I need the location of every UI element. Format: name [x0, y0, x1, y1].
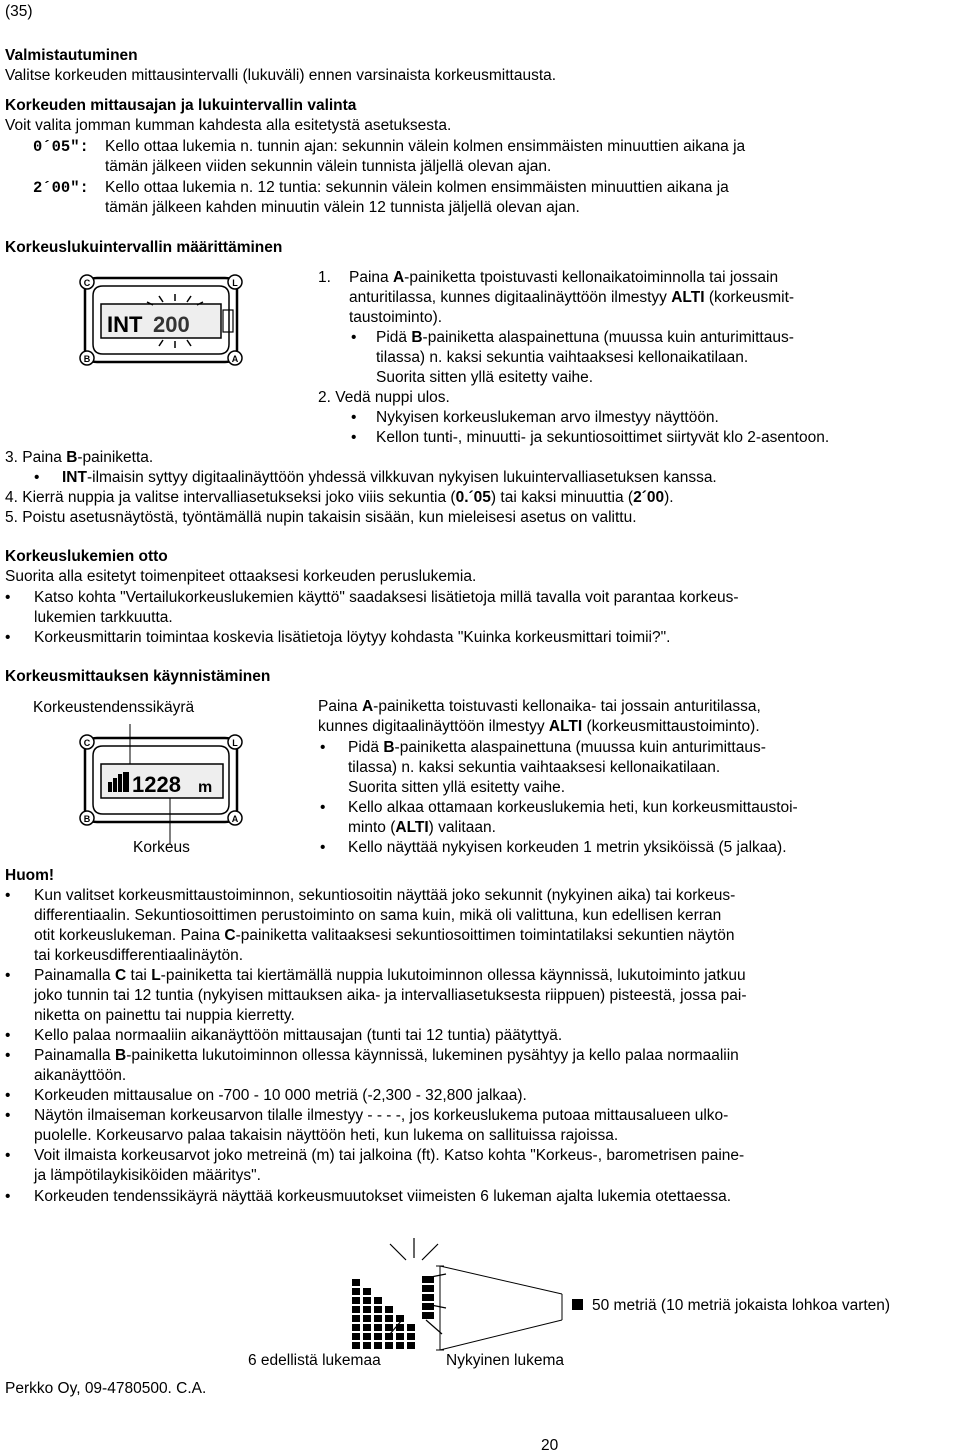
note-text: Painamalla C tai L-painiketta tai kiertämällä nuppia lukutoiminnon ollessa käynnissä, lukutoiminto jatkuu: [34, 967, 746, 984]
trend-bar-block: [396, 1315, 404, 1322]
current-reading-block: [422, 1312, 434, 1319]
trend-bar-block: [407, 1333, 415, 1340]
step-2: 2. Vedä nuppi ulos.: [318, 389, 450, 406]
note-text: Painamalla B-painiketta lukutoiminnon ollessa käynnissä, lukeminen pysähtyy ja kello palaa normaaliin: [34, 1047, 739, 1064]
trend-bar-block: [363, 1306, 371, 1313]
trend-bar-block: [385, 1342, 393, 1349]
graph-label-current: Nykyinen lukema: [446, 1352, 565, 1369]
svg-text:B: B: [83, 354, 91, 364]
note-text: tai korkeusdifferentiaalinäytön.: [34, 947, 244, 964]
svg-text:C: C: [83, 278, 91, 288]
paragraph: Voit valita jomman kumman kahdesta alla esitetystä asetuksesta.: [5, 117, 452, 134]
trend-bar-block: [374, 1306, 382, 1313]
paragraph: kunnes digitaalinäyttöön ilmestyy ALTI (korkeusmittaustoiminto).: [318, 718, 760, 735]
option-text: Kello ottaa lukemia n. tunnin ajan: sekunnin välein kolmen ensimmäisten minuuttien aikana ja: [105, 138, 746, 155]
paragraph: Suorita alla esitetyt toimenpiteet ottaaksesi korkeuden peruslukemia.: [5, 568, 477, 585]
bullet-icon: •: [5, 1147, 11, 1164]
current-reading-block: [422, 1294, 434, 1301]
svg-text:B: B: [83, 814, 91, 824]
trend-bar-block: [374, 1324, 382, 1331]
trend-bar-block: [374, 1333, 382, 1340]
watch-illustration-altitude: [70, 718, 255, 846]
section-title-readings: Korkeuslukemien otto: [5, 548, 168, 565]
bullet-icon: •: [5, 1087, 11, 1104]
bullet-icon: •: [320, 799, 326, 816]
note-text: Voit ilmaista korkeusarvot joko metreinä (m) tai jalkoina (ft). Katso kohta "Korkeus-, barometrisen paine-: [34, 1147, 745, 1164]
bullet-icon: •: [34, 469, 40, 486]
trend-bar-block: [385, 1333, 393, 1340]
step-3: 3. Paina B-painiketta.: [5, 449, 154, 466]
bullet-icon: •: [320, 739, 326, 756]
step-1-text: taustoiminto).: [349, 309, 443, 326]
page-label: (35): [5, 3, 33, 20]
step-1-bullet: Suorita sitten yllä esitetty vaihe.: [376, 369, 594, 386]
bullet-text: lukemien tarkkuutta.: [34, 609, 173, 626]
step-5: 5. Poistu asetusnäytöstä, työntämällä nupin takaisin sisään, kun mieleisesi asetus on valittu.: [5, 509, 637, 526]
bullet-text: Korkeusmittarin toimintaa koskevia lisätietoja löytyy kohdasta "Kuinka korkeusmittari toimii?".: [34, 629, 671, 646]
bullet-text: Pidä B-painiketta alaspainettuna (muussa kuin anturimittaus-: [348, 739, 766, 756]
trend-bar-block: [385, 1324, 393, 1331]
step-1-text: Paina A-painiketta tpoistuvasti kellonaikatoiminnolla tai jossain: [349, 269, 779, 286]
trend-bar-block: [352, 1333, 360, 1340]
trend-bar-block: [352, 1342, 360, 1349]
bullet-text: Kello alkaa ottamaan korkeuslukemia heti, kun korkeusmittaustoi-: [348, 799, 798, 816]
note-text: Korkeuden tendenssikäyrä näyttää korkeusmuutokset viimeisten 6 lukeman ajalta lukemia otettaessa.: [34, 1188, 732, 1205]
bullet-icon: •: [5, 1027, 11, 1044]
svg-text:C: C: [83, 738, 91, 748]
option-code: 2´00":: [33, 179, 89, 197]
svg-text:m: m: [198, 779, 213, 796]
paragraph: Valitse korkeuden mittausintervalli (lukuväli) ennen varsinaista korkeusmittausta.: [5, 67, 557, 84]
note-text: Kun valitset korkeusmittaustoiminnon, sekuntiosoitin näyttää joko sekunnit (nykyinen aika) tai korkeus-: [34, 887, 736, 904]
trend-bar-block: [352, 1315, 360, 1322]
trend-graph-illustration: [240, 1230, 570, 1360]
trend-bar-block: [363, 1297, 371, 1304]
trend-bar-block: [352, 1297, 360, 1304]
svg-text:L: L: [232, 278, 238, 288]
note-text: Näytön ilmaiseman korkeusarvon tilalle ilmestyy - - - -, jos korkeuslukema putoaa mittausalueen ulko-: [34, 1107, 729, 1124]
bullet-icon: •: [5, 887, 11, 904]
graph-label-previous: 6 edellistä lukemaa: [248, 1352, 381, 1369]
figure-label-trend: Korkeustendenssikäyrä: [33, 699, 195, 716]
trend-bar-block: [407, 1342, 415, 1349]
trend-bar-block: [352, 1324, 360, 1331]
current-reading-block: [422, 1303, 434, 1310]
bullet-icon: •: [5, 1107, 11, 1124]
bullet-icon: •: [5, 629, 11, 646]
trend-bar-block: [363, 1315, 371, 1322]
option-text: tämän jälkeen kahden minuutin välein 12 tunnista jäljellä olevan ajan.: [105, 199, 580, 216]
note-text: ja lämpötilaykisiköiden määritys".: [34, 1167, 261, 1184]
note-text: puolelle. Korkeusarvo palaa takaisin näyttöön heti, kun lukema on sallituissa rajoissa.: [34, 1127, 619, 1144]
trend-bar-block: [352, 1288, 360, 1295]
trend-bar-block: [385, 1315, 393, 1322]
trend-bar-block: [396, 1342, 404, 1349]
trend-bar-block: [352, 1279, 360, 1286]
svg-text:A: A: [231, 814, 239, 824]
step-2-bullet: Kellon tunti-, minuutti- ja sekuntiosoittimet siirtyvät klo 2-asentoon.: [376, 429, 830, 446]
footer-company: Perkko Oy, 09-4780500. C.A.: [5, 1380, 207, 1397]
section-title-interval-setting: Korkeuslukuintervallin määrittäminen: [5, 239, 283, 256]
bullet-icon: •: [351, 429, 357, 446]
step-1-bullet: tilassa) n. kaksi sekuntia vaihtaaksesi kellonaikatilaan.: [376, 349, 749, 366]
trend-bar-block: [363, 1342, 371, 1349]
svg-text:L: L: [232, 738, 238, 748]
bullet-icon: •: [5, 589, 11, 606]
note-text: joko tunnin tai 12 tuntia (nykyisen mittauksen aika- ja intervalliasetuksesta riippuen) pisteestä, jossa pai-: [34, 987, 747, 1004]
bullet-icon: •: [351, 329, 357, 346]
trend-bar-block: [385, 1306, 393, 1313]
note-text: aikanäyttöön.: [34, 1067, 127, 1084]
section-title-interval-selection: Korkeuden mittausajan ja lukuintervallin valinta: [5, 97, 357, 114]
step-3-bullet: INT-ilmaisin syttyy digitaalinäyttöön yhdessä vilkkuvan nykyisen lukuintervalliasetuksen kanssa.: [62, 469, 717, 486]
bullet-text: Katso kohta "Vertailukorkeuslukemien käyttö" saadaksesi lisätietoja millä tavalla voit parantaa korkeus-: [34, 589, 739, 606]
trend-bar-block: [363, 1324, 371, 1331]
bullet-icon: •: [5, 967, 11, 984]
svg-text:200: 200: [153, 312, 190, 337]
note-text: Kello palaa normaaliin aikanäyttöön mittausajan (tunti tai 12 tuntia) päätyttyä.: [34, 1027, 563, 1044]
trend-bar-block: [374, 1297, 382, 1304]
bullet-icon: •: [351, 409, 357, 426]
current-reading-block: [422, 1276, 434, 1283]
watch-display-text: 1228: [132, 772, 181, 797]
trend-bar-block: [363, 1288, 371, 1295]
section-title-preparation: Valmistautuminen: [5, 47, 138, 64]
bullet-text: tilassa) n. kaksi sekuntia vaihtaaksesi kellonaikatilaan.: [348, 759, 721, 776]
notes-title: Huom!: [5, 867, 55, 884]
trend-bar-block: [363, 1333, 371, 1340]
svg-text:A: A: [231, 354, 239, 364]
watch-display-text: INT: [107, 312, 143, 337]
bullet-icon: •: [5, 1047, 11, 1064]
option-text: tämän jälkeen viiden sekunnin välein tunnista jäljellä olevan ajan.: [105, 158, 552, 175]
step-1: 1.: [318, 269, 331, 286]
step-1-bullet: Pidä B-painiketta alaspainettuna (muussa kuin anturimittaus-: [376, 329, 794, 346]
trend-bar-block: [352, 1306, 360, 1313]
figure-label-altitude: Korkeus: [133, 839, 190, 856]
option-code: 0´05":: [33, 138, 89, 156]
trend-bar-block: [396, 1324, 404, 1331]
legend-square-icon: [572, 1299, 583, 1310]
current-reading-block: [422, 1285, 434, 1292]
step-1-text: anturitilassa, kunnes digitaalinäyttöön ilmestyy ALTI (korkeusmit-: [349, 289, 795, 306]
note-text: Korkeuden mittausalue on -700 - 10 000 metriä (-2,300 - 32,800 jalkaa).: [34, 1087, 527, 1104]
option-text: Kello ottaa lukemia n. 12 tuntia: sekunnin välein kolmen ensimmäisten minuuttien aikana ja: [105, 179, 729, 196]
legend-text: 50 metriä (10 metriä jokaista lohkoa varten): [592, 1297, 891, 1314]
trend-bar-block: [407, 1324, 415, 1331]
bullet-text: Suorita sitten yllä esitetty vaihe.: [348, 779, 566, 796]
note-text: niketta on painettu tai nuppia kierretty.: [34, 1007, 295, 1024]
step-4: 4. Kierrä nuppia ja valitse intervalliasetukseksi joko viiis sekuntia (0.´05) tai kaksi minuuttia (2´00).: [5, 489, 674, 506]
bullet-text: Kello näyttää nykyisen korkeuden 1 metrin yksiköissä (5 jalkaa).: [348, 839, 787, 856]
watch-illustration-interval: [75, 270, 250, 370]
trend-bar-block: [396, 1333, 404, 1340]
bullet-text: minto (ALTI) valitaan.: [348, 819, 496, 836]
section-title-start-measurement: Korkeusmittauksen käynnistäminen: [5, 668, 271, 685]
page-number: 20: [541, 1437, 559, 1454]
step-2-bullet: Nykyisen korkeuslukeman arvo ilmestyy näyttöön.: [376, 409, 719, 426]
bullet-icon: •: [320, 839, 326, 856]
note-text: differentiaalin. Sekuntiosoittimen perustoiminto on sama kuin, mikä oli valittuna, kun edellisen kerran: [34, 907, 722, 924]
paragraph: Paina A-painiketta toistuvasti kellonaika- tai jossain anturitilassa,: [318, 698, 761, 715]
trend-bar-block: [374, 1342, 382, 1349]
bullet-icon: •: [5, 1188, 11, 1205]
note-text: otit korkeuslukeman. Paina C-painiketta valitaaksesi sekuntiosoittimen toimintatilaksi sekuntien näytön: [34, 927, 735, 944]
trend-bar-block: [374, 1315, 382, 1322]
